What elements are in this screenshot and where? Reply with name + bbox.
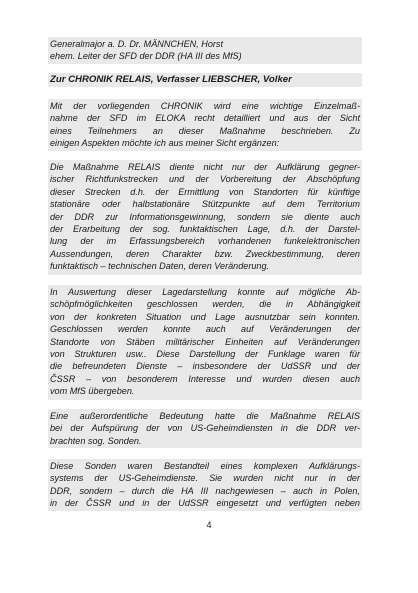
paragraph-line: vom MfS übergeben. <box>50 386 135 397</box>
paragraph-line: Mit der vorliegenden CHRONIK wird eine wichtige Einzelmaß- <box>50 101 360 111</box>
paragraph-line: DDR, sondern – durch die HA III nachgewiesen – auch in Polen, <box>50 485 360 496</box>
author-name: Generalmajor a. D. Dr. MÄNNCHEN, Horst <box>50 39 223 49</box>
paragraph-line: brachten sog. Sonden. <box>50 435 142 446</box>
paragraph-line: Diese Sonden waren Bestandteil eines komplexen Aufklärungs- <box>50 461 360 471</box>
paragraph-line: Eine außerordentliche Bedeutung hatte die Maßnahme RELAIS <box>50 411 360 421</box>
paragraph-line: der Erarbeitung der sog. funktaktischen Lage, d.h. der Darstel- <box>50 224 360 235</box>
paragraph-line: von der konkreten Situation und Lage ausnutzbar sein konnten. <box>50 311 360 322</box>
paragraph-line: der DDR zur Informationsgewinnung, sondern sie diente auch <box>50 211 360 222</box>
paragraph-line: ischer Richtfunkstrecken und der Vorbereitung der Abschöpfung <box>50 174 360 185</box>
paragraph-4 <box>48 409 362 448</box>
paragraph-line: in der ČSSR und in der UdSSR eingesetzt und verfügten neben <box>50 498 360 509</box>
paragraph-line: In Auswertung dieser Lagedarstellung konnte auf mögliche Ab- <box>50 287 360 297</box>
paragraph-line: systems der US-Geheimdienste. Sie wurden nicht nur in der <box>50 473 360 484</box>
paragraph-line: Geschlossen werden konnte auch auf Veränderungen der <box>50 324 360 335</box>
paragraph-line: schöpfmöglichkeiten geschlossen werden, die in Abhängigkeit <box>50 299 360 310</box>
paragraph-line: ČSSR – von besonderem Interesse und wurden diesen auch <box>50 373 360 384</box>
paragraph-line: stationäre oder halbstationäre Stützpunkte auf dem Territorium <box>50 199 360 210</box>
paragraph-line: bei der Aufspürung der von US-Geheimdiensten in die DDR ver- <box>50 423 360 434</box>
paragraph-line: von Strukturen usw.. Diese Darstellung der Funklage waren für <box>50 349 360 360</box>
paragraph-3 <box>48 285 362 400</box>
paragraph-line: Die Maßnahme RELAIS diente nicht nur der Aufklärung gegner- <box>50 162 360 172</box>
paragraph-line: Standorte von Stäben militärischer Einheiten auf Veränderungen <box>50 336 360 347</box>
paragraph-5 <box>48 459 362 511</box>
author-title: ehem. Leiter der SFD der DDR (HA III des MfS) <box>50 51 242 62</box>
paragraph-line: funktaktisch – technischen Daten, deren Veränderung. <box>50 261 270 272</box>
paragraph-1 <box>48 99 362 151</box>
paragraph-line: Aussendungen, deren Charakter bzw. Zweckbestimmung, deren <box>50 248 360 259</box>
page-number: 4 <box>206 520 212 530</box>
paragraph-line: lung der im Erfassungsbereich vorhandenen funkelektronischen <box>50 236 360 247</box>
section-heading <box>48 73 362 87</box>
paragraph-line: die befreundeten Dienste – insbesondere der UdSSR und der <box>50 361 360 372</box>
paragraph-line: eines Teilnehmers an dieser Maßnahme beschrieben. Zu <box>50 125 360 136</box>
author-block <box>48 37 362 64</box>
section-heading-text: Zur CHRONIK RELAIS, Verfasser LIEBSCHER, Volker <box>50 74 292 85</box>
paragraph-line: nahme der SFD im ELOKA recht detailliert und aus der Sicht <box>50 113 360 124</box>
paragraph-2 <box>48 160 362 275</box>
paragraph-line: dieser Strecken d.h. der Ermittlung von Standorten für künftige <box>50 186 360 197</box>
paragraph-line: einigen Aspekten möchte ich aus meiner Sicht ergänzen: <box>50 138 280 149</box>
